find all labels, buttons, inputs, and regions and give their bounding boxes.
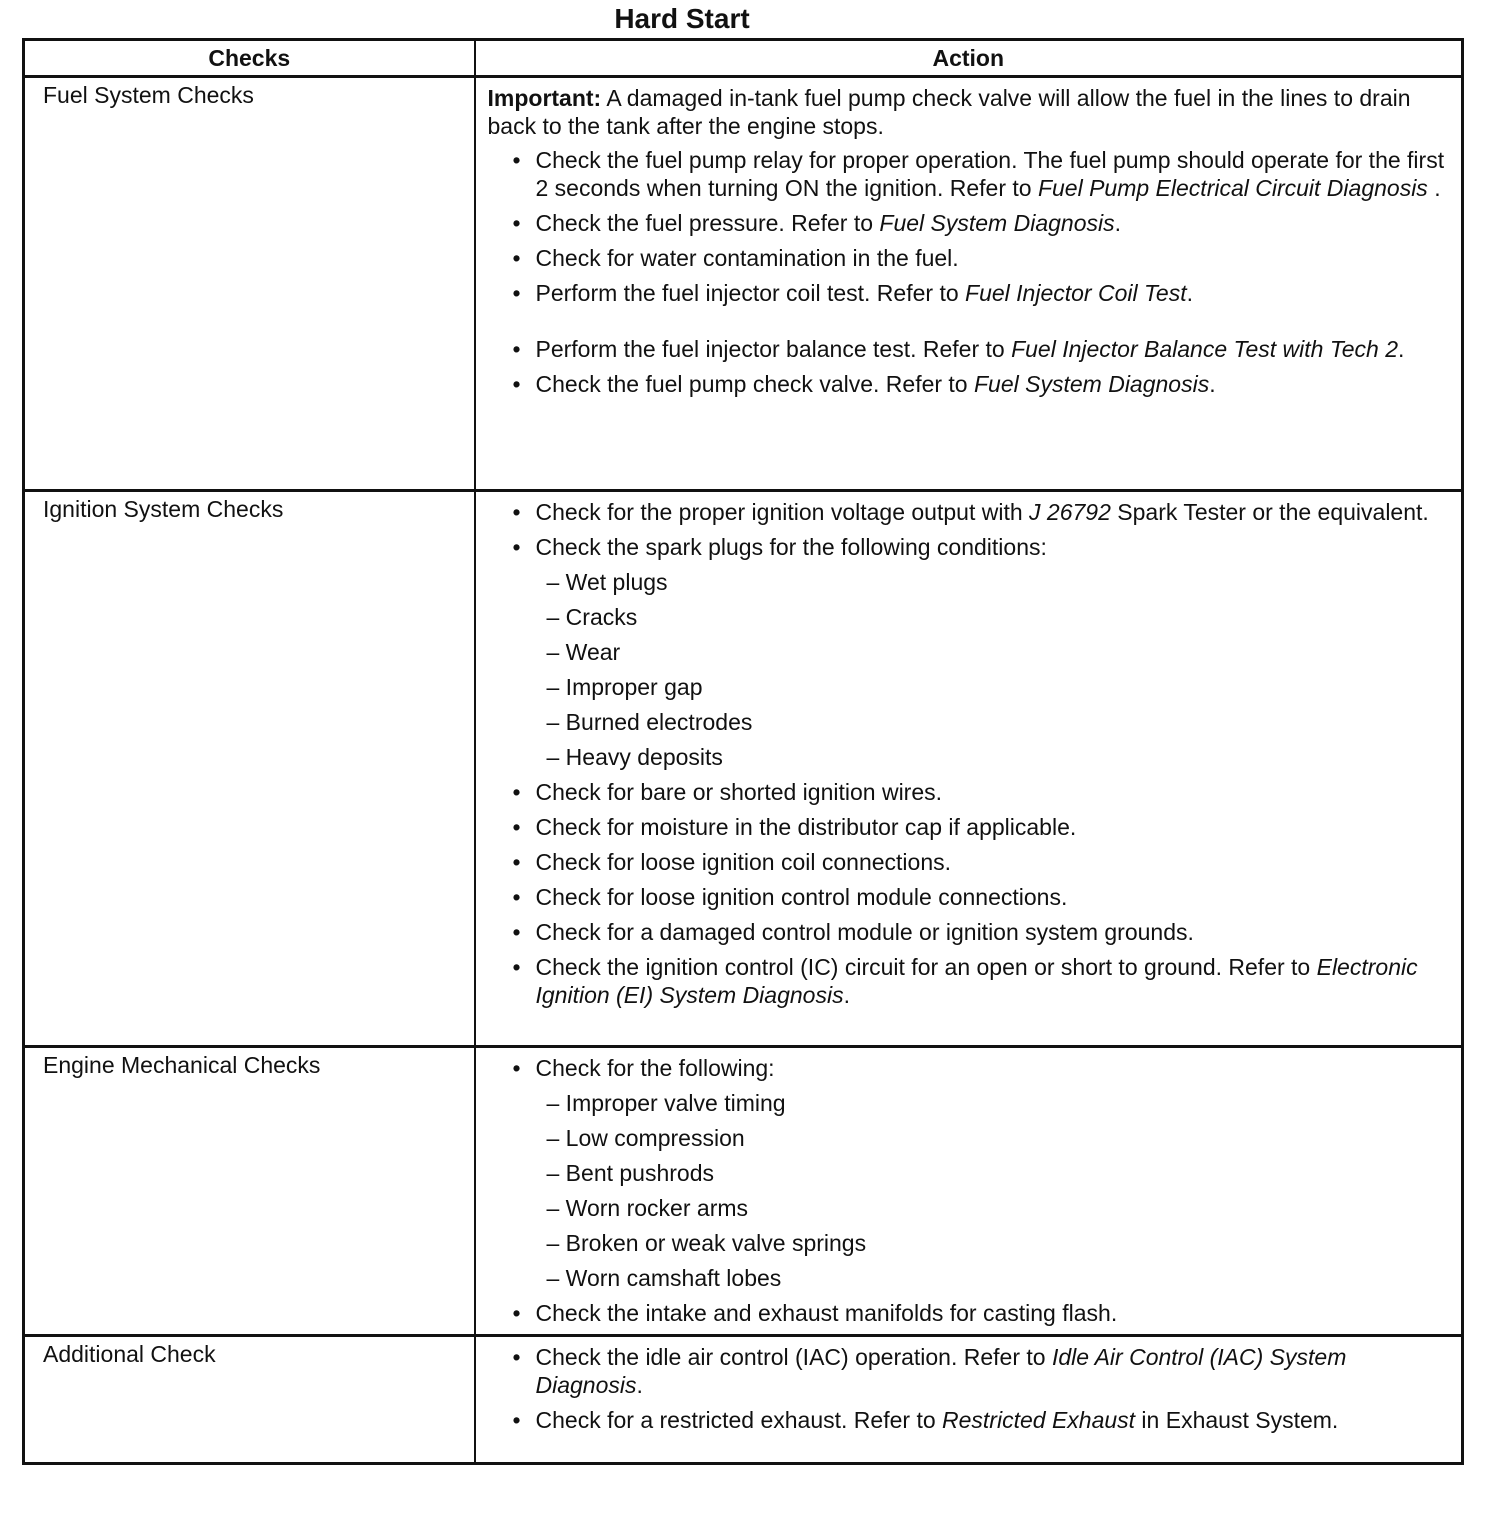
list-item-text: Check for the following: bbox=[535, 1055, 775, 1081]
page-title: Hard Start bbox=[614, 3, 750, 34]
action-additional bbox=[475, 1336, 1463, 1464]
list-item-text: Check for moisture in the distributor cap if applicable. bbox=[535, 814, 1077, 840]
list-item-text: Check the spark plugs for the following conditions: bbox=[535, 534, 1047, 560]
ignition-action-list bbox=[488, 498, 1448, 1009]
sub-item: – Low compression bbox=[546, 1125, 745, 1151]
sub-item: – Worn rocker arms bbox=[546, 1195, 749, 1221]
list-item: • Check the fuel pump check valve. Refer to Fuel System Diagnosis. bbox=[511, 370, 1448, 398]
list-item-text: Check for loose ignition control module connections. bbox=[535, 884, 1068, 910]
list-item-text: Check for water contamination in the fuel. bbox=[535, 245, 959, 271]
engine-action-list bbox=[488, 1054, 1448, 1327]
list-item-text: Check for loose ignition coil connections. bbox=[535, 849, 952, 875]
list-item bbox=[511, 1406, 1448, 1434]
sub-item: – Burned electrodes bbox=[546, 709, 753, 735]
list-item-text: Check for a damaged control module or ignition system grounds. bbox=[535, 919, 1194, 945]
reference-link: Fuel System Diagnosis bbox=[879, 210, 1115, 236]
list-item: • Perform the fuel injector balance test. Refer to Fuel Injector Balance Test with Tech 2. bbox=[511, 335, 1448, 363]
list-item bbox=[511, 244, 1448, 272]
list-item-text: Spark Tester or the equivalent. bbox=[1110, 499, 1429, 525]
important-text: A damaged in-tank fuel pump check valve will allow the fuel in the lines to drain back to the tank after the engine stops. bbox=[487, 85, 1411, 139]
list-item bbox=[511, 533, 1448, 771]
sub-item: – Improper gap bbox=[546, 674, 703, 700]
hard-start-table bbox=[22, 38, 1464, 1465]
list-item bbox=[511, 778, 1448, 806]
check-fuel-system: Fuel System Checks bbox=[24, 77, 475, 491]
list-item: • Check the fuel pump relay for proper operation. The fuel pump should operate for the first 2 seconds when turning ON the ignition. Refer to Fuel Pump Electrical Circuit Diagnosis . bbox=[511, 146, 1448, 202]
fuel-action-list bbox=[488, 146, 1448, 398]
check-engine-mechanical: Engine Mechanical Checks bbox=[24, 1047, 475, 1336]
list-item bbox=[511, 883, 1448, 911]
list-item-text: Check the idle air control (IAC) operation. Refer to bbox=[535, 1344, 1052, 1370]
list-item bbox=[511, 848, 1448, 876]
list-item: • Check the ignition control (IC) circuit for an open or short to ground. Refer to Electronic Ignition (EI) System Diagnosis. bbox=[511, 953, 1448, 1009]
action-fuel-system bbox=[475, 77, 1463, 491]
table-row-ignition bbox=[24, 491, 1463, 1047]
sub-item: – Worn camshaft lobes bbox=[546, 1265, 782, 1291]
sub-item: – Wear bbox=[546, 639, 621, 665]
sub-item: – Heavy deposits bbox=[546, 744, 723, 770]
check-ignition-system: Ignition System Checks bbox=[24, 491, 475, 1047]
list-item bbox=[511, 498, 1448, 526]
spark-plug-conditions bbox=[536, 568, 1448, 771]
list-item-text: Check the ignition control (IC) circuit for an open or short to ground. Refer to bbox=[535, 954, 1317, 980]
important-label: Important: bbox=[487, 85, 602, 111]
list-item-text: Check the fuel pump check valve. Refer to bbox=[535, 371, 974, 397]
list-item-text: Perform the fuel injector coil test. Refer to bbox=[535, 280, 966, 306]
table-row-fuel bbox=[24, 77, 1463, 491]
list-item-text: Check for the proper ignition voltage output with bbox=[535, 499, 1030, 525]
list-item-text: Check the fuel pump relay for proper operation. The fuel pump should operate for the first 2 seconds when turning ON the ignition. Refer to bbox=[535, 147, 1445, 201]
reference-link: Fuel Pump Electrical Circuit Diagnosis bbox=[1037, 175, 1428, 201]
engine-conditions bbox=[536, 1089, 1448, 1292]
list-item bbox=[511, 813, 1448, 841]
sub-item: – Improper valve timing bbox=[546, 1090, 786, 1116]
sub-item: – Cracks bbox=[546, 604, 638, 630]
important-note bbox=[488, 84, 1448, 140]
list-item-text: in Exhaust System. bbox=[1135, 1407, 1339, 1433]
action-engine-mechanical bbox=[475, 1047, 1463, 1336]
table-row-additional bbox=[24, 1336, 1463, 1464]
list-item: • Check the idle air control (IAC) operation. Refer to Idle Air Control (IAC) System Diagnosis. bbox=[511, 1343, 1448, 1399]
sub-item: – Broken or weak valve springs bbox=[546, 1230, 867, 1256]
list-item: • Check the fuel pressure. Refer to Fuel System Diagnosis. bbox=[511, 209, 1448, 237]
list-item-text: Check the fuel pressure. Refer to bbox=[535, 210, 880, 236]
reference-link: Idle Air Control (IAC) System Diagnosis bbox=[535, 1344, 1347, 1398]
table-row-engine bbox=[24, 1047, 1463, 1336]
list-item-text: Check for bare or shorted ignition wires. bbox=[535, 779, 943, 805]
header-action: Action bbox=[475, 40, 1463, 77]
header-checks: Checks bbox=[24, 40, 475, 77]
list-item bbox=[511, 1054, 1448, 1292]
additional-action-list bbox=[488, 1343, 1448, 1434]
reference-link: Fuel Injector Coil Test bbox=[965, 280, 1187, 306]
reference-link: Fuel System Diagnosis bbox=[974, 371, 1210, 397]
table-header-row bbox=[24, 40, 1463, 77]
sub-item: – Wet plugs bbox=[546, 569, 668, 595]
reference-link: Electronic Ignition (EI) System Diagnosis bbox=[535, 954, 1418, 1008]
reference-link: Restricted Exhaust bbox=[942, 1407, 1136, 1433]
sub-item: – Bent pushrods bbox=[546, 1160, 715, 1186]
list-item-text: Check the intake and exhaust manifolds for casting flash. bbox=[535, 1300, 1118, 1326]
list-item bbox=[511, 918, 1448, 946]
reference-link: Fuel Injector Balance Test with Tech 2 bbox=[1011, 336, 1399, 362]
check-additional: Additional Check bbox=[24, 1336, 475, 1464]
list-item-text: Perform the fuel injector balance test. Refer to bbox=[535, 336, 1012, 362]
action-ignition-system bbox=[475, 491, 1463, 1047]
list-item-text: Check for a restricted exhaust. Refer to bbox=[535, 1407, 943, 1433]
tool-number: J 26792 bbox=[1029, 499, 1111, 525]
list-item: • Perform the fuel injector coil test. Refer to Fuel Injector Coil Test. bbox=[511, 279, 1448, 307]
list-item bbox=[511, 1299, 1448, 1327]
